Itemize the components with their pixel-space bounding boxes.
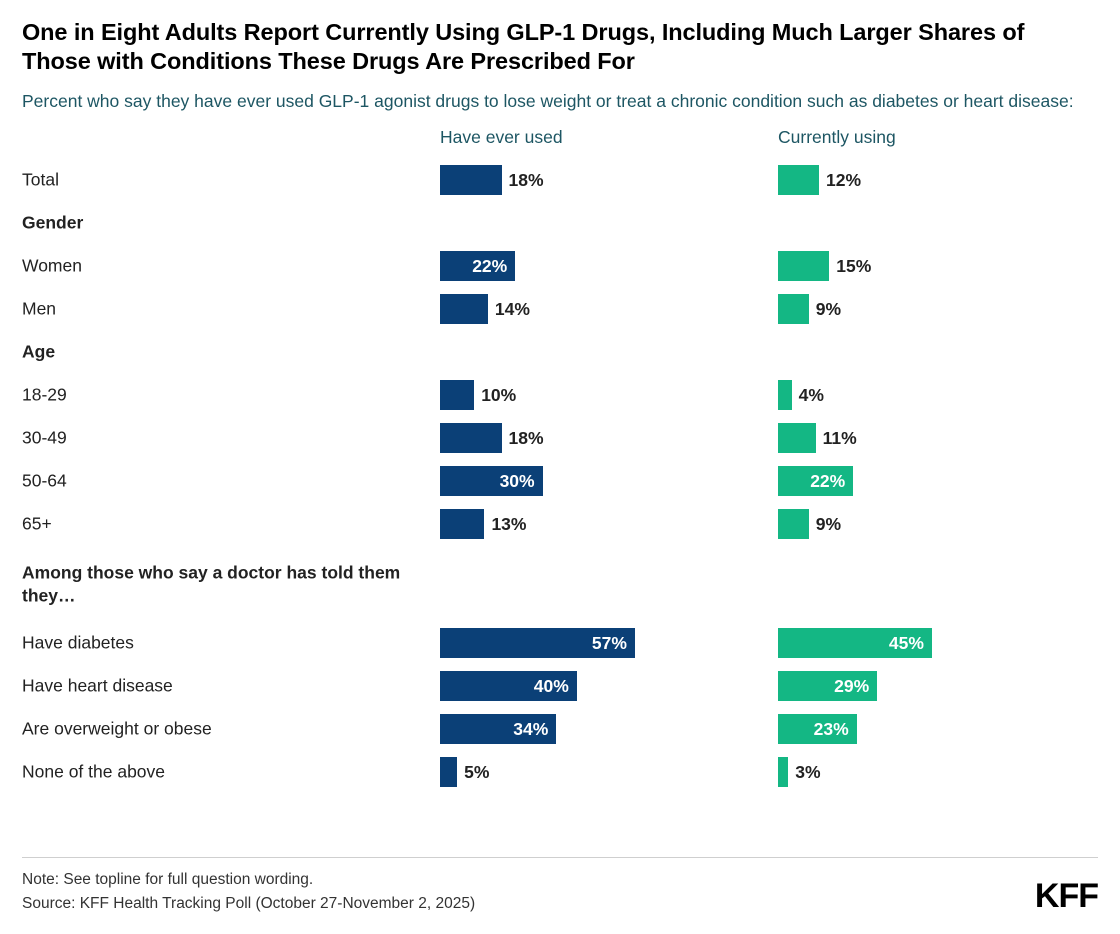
currently-using-value: 12%: [826, 169, 862, 190]
currently-using-value: 11%: [822, 427, 857, 448]
chart-row: [22, 665, 1098, 708]
ever-used-bar: [440, 628, 635, 658]
row-label: 18-29: [22, 384, 67, 405]
currently-using-cell: [778, 757, 821, 787]
currently-using-cell: [778, 509, 842, 539]
ever-used-cell: [440, 251, 515, 281]
ever-used-value: 40%: [533, 675, 569, 696]
ever-used-bar: [440, 466, 543, 496]
footer-source: Source: KFF Health Tracking Poll (October 27-November 2, 2025): [22, 894, 476, 912]
footer-divider: [22, 857, 1098, 858]
currently-using-bar: [778, 757, 821, 787]
currently-using-value: 45%: [888, 632, 924, 653]
ever-used-value: 18%: [508, 169, 544, 190]
ever-used-cell: [440, 380, 517, 410]
currently-using-cell: [778, 251, 872, 281]
chart-row: [22, 708, 1098, 751]
ever-used-value: 22%: [472, 255, 508, 276]
currently-using-value: 15%: [836, 255, 872, 276]
ever-used-cell: [440, 714, 556, 744]
page-title: One in Eight Adults Report Currently Using GLP-1 Drugs, Including Much Larger Shares of Those with Conditions These Drugs Are Prescribed For: [22, 19, 1025, 75]
currently-using-cell: [778, 294, 842, 324]
ever-used-bar: [440, 671, 577, 701]
ever-used-bar: [440, 294, 530, 324]
ever-used-value: 13%: [491, 513, 527, 534]
ever-used-value: 30%: [499, 470, 535, 491]
row-label: Men: [22, 298, 57, 319]
currently-using-bar: [778, 294, 842, 324]
bar-chart: [22, 127, 1098, 794]
column-header-currently-using: Currently using: [778, 126, 896, 147]
currently-using-cell: [778, 714, 857, 744]
ever-used-cell: [440, 423, 544, 453]
currently-using-value: 9%: [815, 513, 842, 534]
row-label: Have heart disease: [22, 675, 173, 696]
currently-using-value: 4%: [798, 384, 824, 405]
ever-used-bar: [440, 380, 517, 410]
currently-using-value: 22%: [810, 470, 846, 491]
currently-using-cell: [778, 466, 853, 496]
currently-using-bar: [778, 466, 853, 496]
ever-used-bar: [440, 165, 544, 195]
currently-using-bar: [778, 380, 824, 410]
currently-using-cell: [778, 380, 824, 410]
currently-using-cell: [778, 671, 877, 701]
currently-using-bar: [778, 714, 857, 744]
chart-group-header: [22, 331, 1098, 374]
row-label: 50-64: [22, 470, 67, 491]
ever-used-cell: [440, 466, 543, 496]
ever-used-bar: [440, 714, 556, 744]
chart-row: [22, 622, 1098, 665]
chart-subtitle: Percent who say they have ever used GLP-1 agonist drugs to lose weight or treat a chronic condition such as diabetes or heart disease:: [22, 90, 1074, 111]
ever-used-bar: [440, 423, 544, 453]
currently-using-bar: [778, 671, 877, 701]
chart-row: [22, 374, 1098, 417]
column-headers: [22, 127, 1098, 153]
row-label: Age: [22, 341, 56, 362]
ever-used-cell: [440, 628, 635, 658]
currently-using-value: 29%: [834, 675, 870, 696]
row-label: 30-49: [22, 427, 67, 448]
ever-used-value: 5%: [464, 761, 490, 782]
currently-using-value: 9%: [815, 298, 842, 319]
chart-row: [22, 751, 1098, 794]
ever-used-cell: [440, 294, 530, 324]
chart-rows: [22, 159, 1098, 794]
ever-used-value: 10%: [481, 384, 517, 405]
row-label: Gender: [22, 212, 84, 233]
ever-used-cell: [440, 165, 544, 195]
row-label: Are overweight or obese: [22, 718, 212, 739]
chart-row: [22, 503, 1098, 546]
ever-used-cell: [440, 671, 577, 701]
column-header-ever-used: Have ever used: [440, 126, 563, 147]
row-label: 65+: [22, 513, 52, 534]
row-label: Total: [22, 169, 59, 190]
currently-using-bar: [778, 628, 932, 658]
row-label: Among those who say a doctor has told them they…: [22, 562, 401, 605]
chart-row: [22, 159, 1098, 202]
row-label: Women: [22, 255, 82, 276]
ever-used-bar: [440, 757, 490, 787]
chart-row: [22, 288, 1098, 331]
chart-row: [22, 460, 1098, 503]
chart-group-header: [22, 546, 1098, 622]
currently-using-bar: [778, 509, 842, 539]
currently-using-bar: [778, 251, 872, 281]
row-label: None of the above: [22, 761, 166, 782]
ever-used-value: 57%: [591, 632, 627, 653]
ever-used-cell: [440, 757, 490, 787]
ever-used-cell: [440, 509, 527, 539]
currently-using-bar: [778, 165, 862, 195]
kff-logo: KFF: [1034, 877, 1098, 915]
footer-note: Note: See topline for full question wording.: [22, 870, 314, 888]
chart-row: [22, 417, 1098, 460]
ever-used-value: 34%: [513, 718, 549, 739]
ever-used-value: 14%: [494, 298, 530, 319]
currently-using-value: 3%: [795, 761, 821, 782]
currently-using-cell: [778, 628, 932, 658]
currently-using-bar: [778, 423, 857, 453]
currently-using-cell: [778, 165, 862, 195]
chart-row: [22, 245, 1098, 288]
ever-used-value: 18%: [508, 427, 544, 448]
currently-using-value: 23%: [813, 718, 849, 739]
ever-used-bar: [440, 509, 527, 539]
chart-footer: [22, 857, 1098, 916]
ever-used-bar: [440, 251, 515, 281]
row-label: Have diabetes: [22, 632, 134, 653]
currently-using-cell: [778, 423, 857, 453]
chart-group-header: [22, 202, 1098, 245]
